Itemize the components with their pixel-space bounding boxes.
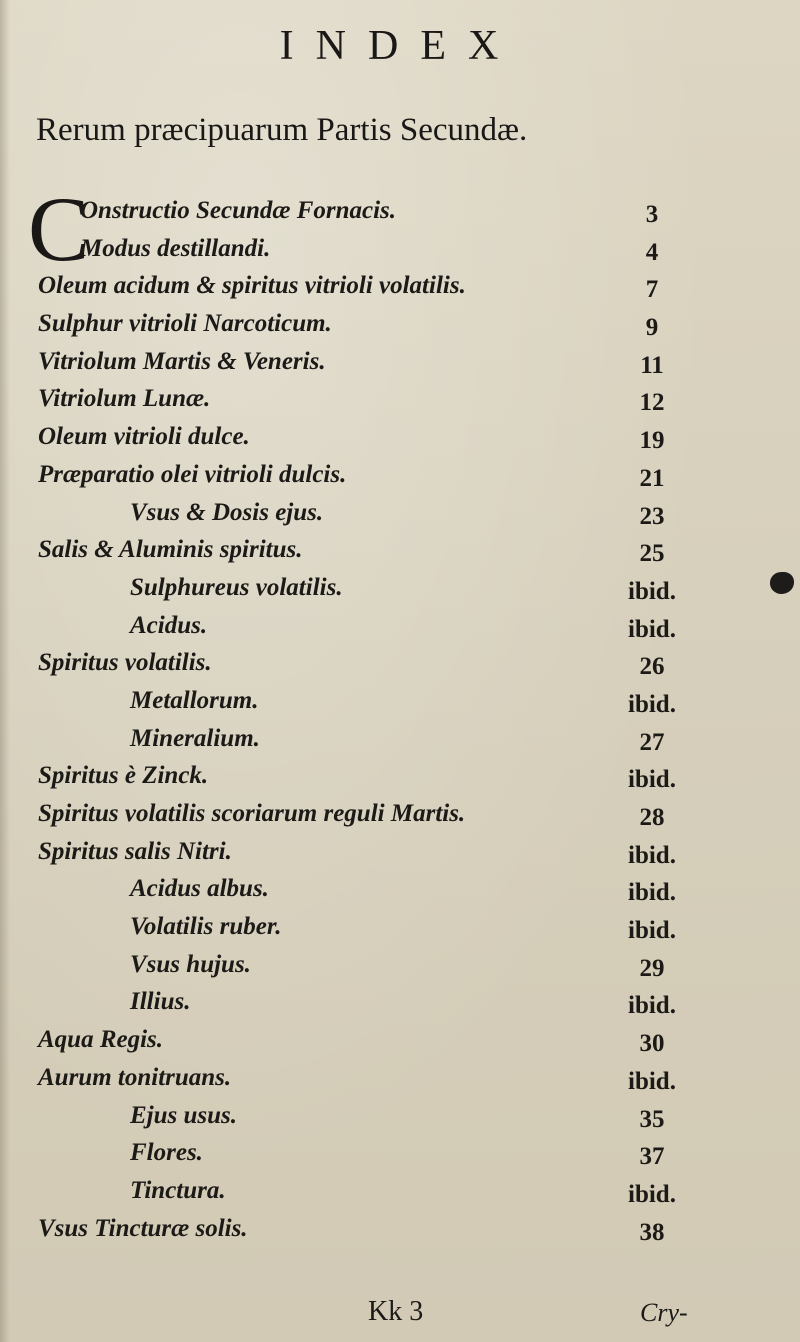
entry-page-number: ibid. — [628, 879, 676, 907]
entry-label: Modus destillandi. — [80, 234, 271, 262]
index-entry — [0, 799, 800, 837]
entry-label: Spiritus salis Nitri. — [38, 837, 232, 865]
index-entry — [0, 837, 800, 875]
entry-page-number: ibid. — [628, 841, 676, 869]
index-entry — [0, 460, 800, 498]
index-entry — [0, 987, 800, 1025]
index-entry — [0, 347, 800, 385]
index-entry — [0, 1025, 800, 1063]
entry-page-number: ibid. — [628, 615, 676, 643]
entry-label: Aurum tonitruans. — [38, 1063, 232, 1091]
entry-label: Flores. — [130, 1139, 203, 1167]
entry-page-number: 37 — [639, 1143, 665, 1171]
entry-page-number: 7 — [645, 276, 659, 304]
entry-page-number: ibid. — [628, 577, 676, 605]
entry-label: Vsus Tincturæ solis. — [38, 1214, 248, 1242]
entry-label: Mineralium. — [130, 724, 260, 752]
entry-label: Metallorum. — [130, 686, 259, 714]
drop-cap-initial: C — [28, 178, 90, 280]
entry-label: Spiritus volatilis. — [38, 649, 212, 677]
entry-label: Ejus usus. — [130, 1101, 238, 1129]
signature-mark: Kk 3 — [368, 1296, 424, 1327]
index-entry — [0, 686, 800, 724]
index-entry — [0, 309, 800, 347]
entry-page-number: 35 — [639, 1105, 665, 1133]
index-entry — [0, 874, 800, 912]
entry-page-number: ibid. — [628, 992, 676, 1020]
entry-page-number: 30 — [639, 1030, 665, 1058]
index-entry — [0, 950, 800, 988]
entry-label: Volatilis ruber. — [130, 913, 282, 941]
index-entry — [0, 234, 800, 272]
entry-label: Tinctura. — [130, 1176, 226, 1204]
entry-page-number: ibid. — [628, 690, 676, 718]
index-entry — [0, 271, 800, 309]
entry-page-number: 25 — [639, 540, 665, 568]
entry-page-number: 29 — [639, 954, 665, 982]
entry-label: Salis & Aluminis spiritus. — [38, 536, 303, 564]
entry-page-number: 38 — [639, 1218, 665, 1246]
entry-label: Spiritus è Zinck. — [38, 762, 209, 790]
index-entry — [0, 498, 800, 536]
entry-page-number: ibid. — [628, 1067, 676, 1095]
index-entry — [0, 724, 800, 762]
index-heading: INDEX — [279, 23, 521, 69]
index-entry — [0, 422, 800, 460]
entry-page-number: 28 — [639, 804, 665, 831]
entry-label: Illius. — [130, 988, 191, 1016]
entry-page-number: 26 — [639, 653, 665, 681]
entry-page-number: 12 — [639, 389, 665, 417]
entry-page-number: 27 — [639, 728, 665, 756]
entry-label: Onstructio Secundæ Fornacis. — [80, 197, 397, 224]
entry-page-number: 19 — [639, 427, 665, 455]
entry-page-number: 11 — [640, 351, 664, 379]
index-entry — [0, 1138, 800, 1176]
entry-page-number: 9 — [645, 314, 659, 342]
entry-page-number: ibid. — [628, 766, 676, 794]
index-entry — [0, 1176, 800, 1214]
catchword: Cry- — [640, 1298, 688, 1327]
entry-label: Vsus & Dosis ejus. — [130, 498, 324, 526]
index-entry — [0, 1063, 800, 1101]
entry-page-number: 23 — [639, 502, 665, 530]
index-entries — [0, 196, 800, 1251]
entry-page-number: ibid. — [628, 917, 676, 945]
index-entry — [0, 1101, 800, 1139]
entry-page-number: 21 — [639, 464, 665, 492]
entry-label: Oleum vitrioli dulce. — [38, 423, 250, 451]
entry-page-number: 3 — [645, 201, 659, 228]
entry-label: Aqua Regis. — [38, 1026, 164, 1054]
entry-label: Acidus albus. — [130, 875, 269, 903]
entry-label: Sulphureus volatilis. — [130, 573, 343, 601]
index-entry — [0, 912, 800, 950]
index-entry — [0, 384, 800, 422]
index-subtitle: Rerum præcipuarum Partis Secundæ. — [36, 112, 528, 148]
index-entry — [0, 573, 800, 611]
entry-label: Spiritus volatilis scoriarum reguli Martis. — [38, 800, 466, 827]
entry-label: Vitriolum Martis & Veneris. — [38, 347, 326, 375]
entry-label: Vsus hujus. — [130, 950, 251, 978]
index-entry — [0, 648, 800, 686]
entry-page-number: 4 — [645, 238, 659, 266]
entry-label: Sulphur vitrioli Narcoticum. — [38, 310, 332, 338]
index-entry — [0, 196, 800, 234]
index-entry — [0, 611, 800, 649]
entry-page-number: ibid. — [628, 1180, 676, 1208]
index-entry — [0, 1214, 800, 1252]
index-entry — [0, 535, 800, 573]
entry-label: Acidus. — [130, 611, 208, 639]
index-entry — [0, 761, 800, 799]
entry-label: Oleum acidum & spiritus vitrioli volatilis. — [38, 272, 466, 300]
entry-label: Præparatio olei vitrioli dulcis. — [38, 460, 347, 488]
entry-label: Vitriolum Lunæ. — [38, 385, 211, 413]
